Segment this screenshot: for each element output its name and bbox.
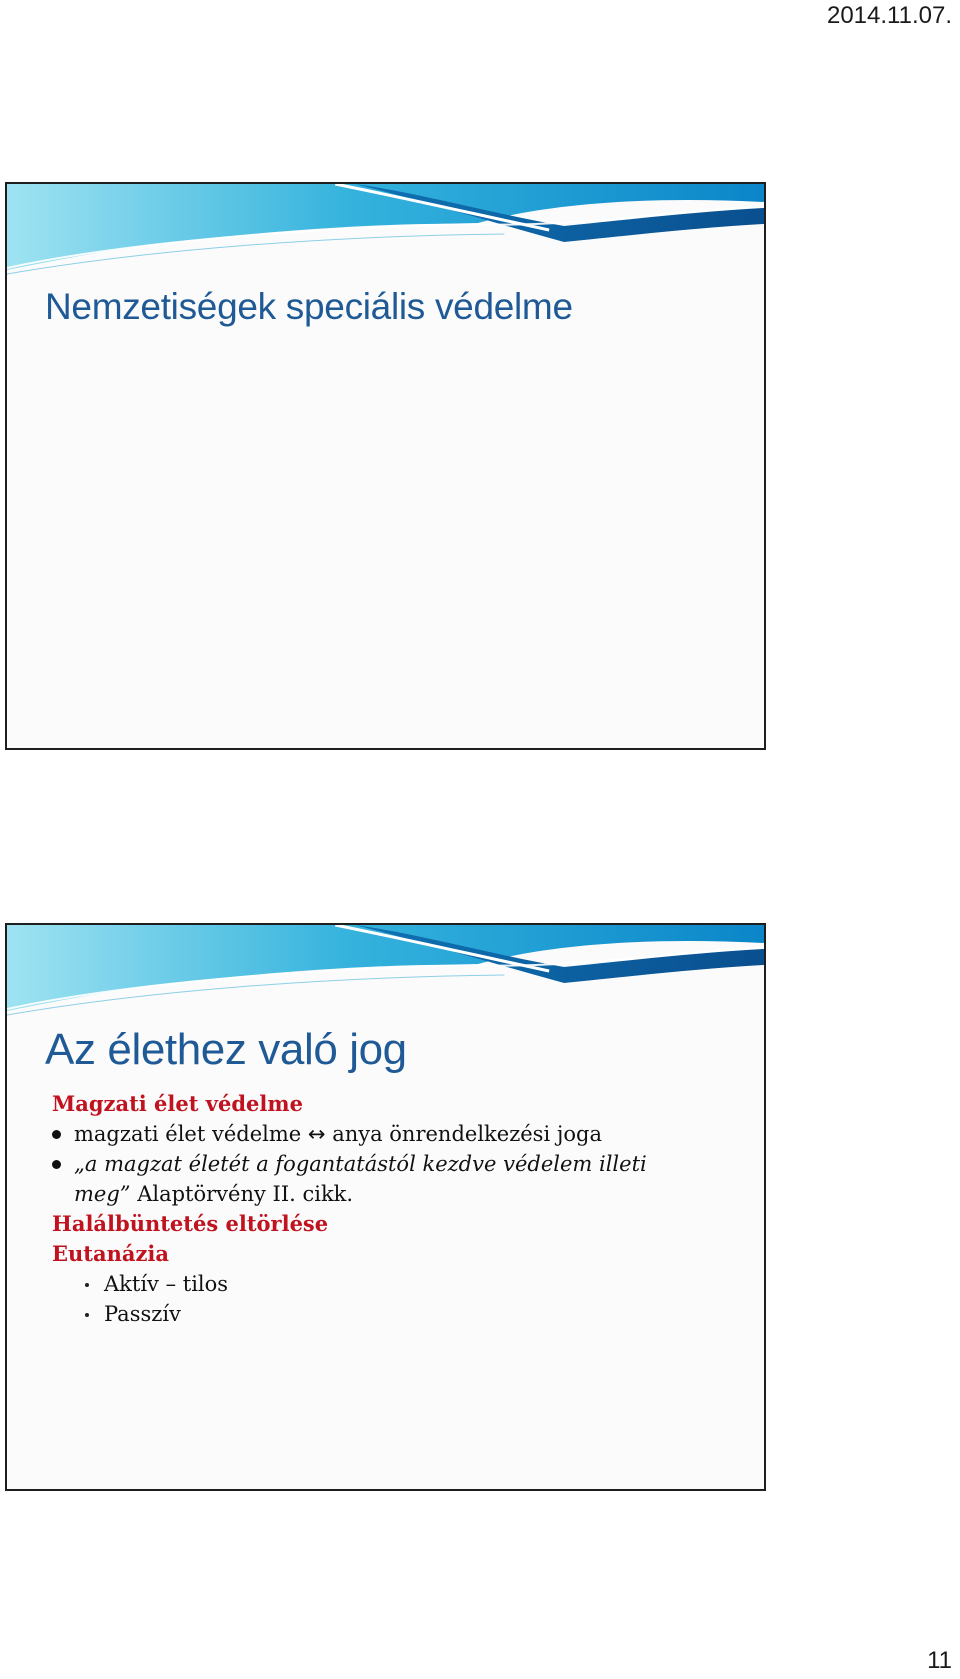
bullet-icon (52, 1130, 61, 1139)
sub-item-text: Passzív (104, 1302, 181, 1326)
constitution-source: Alaptörvény II. cikk. (130, 1182, 354, 1206)
page-number: 11 (927, 1647, 952, 1674)
slide-title: Nemzetiségek speciális védelme (45, 286, 573, 327)
slide-2 (5, 923, 766, 1491)
section-heading-fetal-life: Magzati élet védelme (52, 1091, 303, 1116)
slide-title: Az élethez való jog (45, 1025, 407, 1074)
sub-item-text: Aktív – tilos (104, 1272, 229, 1296)
constitution-quote-line1: „a magzat életét a fogantatástól kezdve védelem illeti (74, 1152, 647, 1176)
section-heading-death-penalty: Halálbüntetés eltörlése (52, 1211, 329, 1236)
bullet-icon (52, 1160, 61, 1169)
sub-list-item (52, 1269, 734, 1299)
slide-header-wave (7, 925, 764, 1020)
sub-list-item (52, 1299, 734, 1329)
slide-1 (5, 182, 766, 750)
slide-header-wave (7, 184, 764, 279)
bullet-text-right: anya önrendelkezési joga (332, 1122, 602, 1146)
sub-bullet-icon (85, 1283, 89, 1287)
double-arrow-icon: ↔ (307, 1122, 326, 1146)
page-date: 2014.11.07. (826, 2, 952, 29)
section-heading-euthanasia: Eutanázia (52, 1241, 169, 1266)
slide-content (52, 1089, 734, 1329)
bullet-item (52, 1119, 734, 1149)
bullet-text-left: magzati élet védelme (74, 1122, 302, 1146)
sub-bullet-icon (85, 1313, 89, 1317)
constitution-quote-line2: meg” (74, 1182, 131, 1206)
bullet-item (52, 1149, 734, 1209)
